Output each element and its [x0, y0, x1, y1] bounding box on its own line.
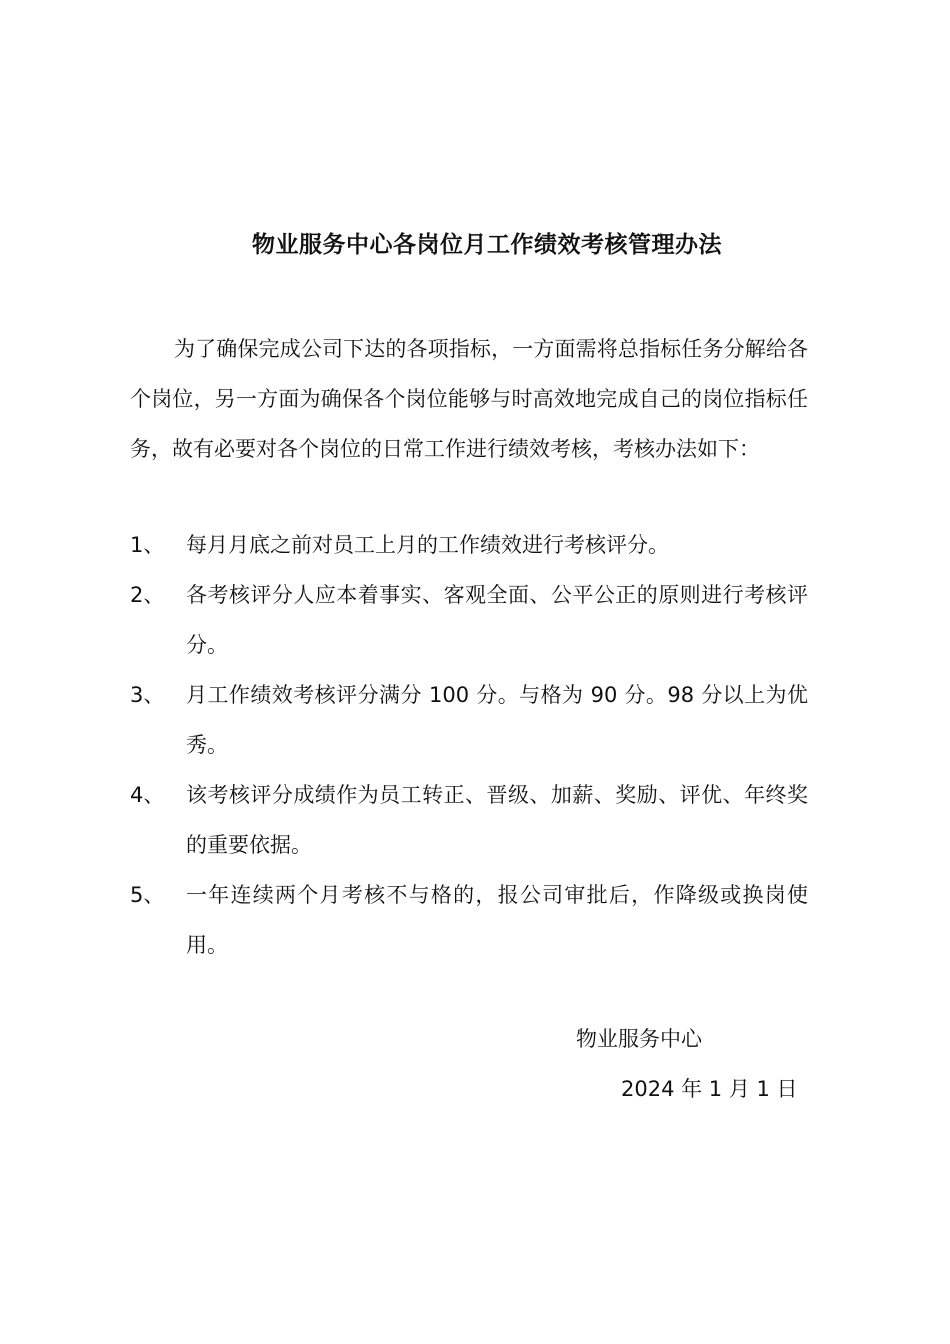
list-item — [130, 670, 808, 770]
list-item-number: 1、 — [130, 533, 165, 557]
list-item-text: 每月月底之前对员工上月的工作绩效进行考核评分。 — [186, 533, 669, 557]
rules-list — [130, 520, 808, 970]
list-item — [130, 570, 808, 670]
list-item-text: 该考核评分成绩作为员工转正、晋级、加薪、奖励、评优、年终奖的重要依据。 — [186, 783, 808, 857]
signer: 物业服务中心 — [576, 1027, 702, 1051]
intro-paragraph: 为了确保完成公司下达的各项指标，一方面需将总指标任务分解给各个岗位，另一方面为确保各个岗位能够与时高效地完成自己的岗位指标任务，故有必要对各个岗位的日常工作进行绩效考核，考核办法如下： — [130, 337, 808, 461]
list-item-text: 一年连续两个月考核不与格的，报公司审批后，作降级或换岗使用。 — [186, 883, 808, 957]
list-item-number: 4、 — [130, 783, 165, 807]
list-item — [130, 870, 808, 970]
list-item-number: 3、 — [130, 683, 165, 707]
document-title: 物业服务中心各岗位月工作绩效考核管理办法 — [252, 232, 722, 258]
list-item-text: 各考核评分人应本着事实、客观全面、公平公正的原则进行考核评分。 — [186, 583, 808, 657]
list-item — [130, 770, 808, 870]
list-item-text: 月工作绩效考核评分满分 100 分。与格为 90 分。98 分以上为优秀。 — [186, 683, 808, 757]
list-item-number: 2、 — [130, 583, 165, 607]
list-item-number: 5、 — [130, 883, 165, 907]
list-item — [130, 520, 808, 570]
document-date: 2024 年 1 月 1 日 — [621, 1077, 798, 1101]
